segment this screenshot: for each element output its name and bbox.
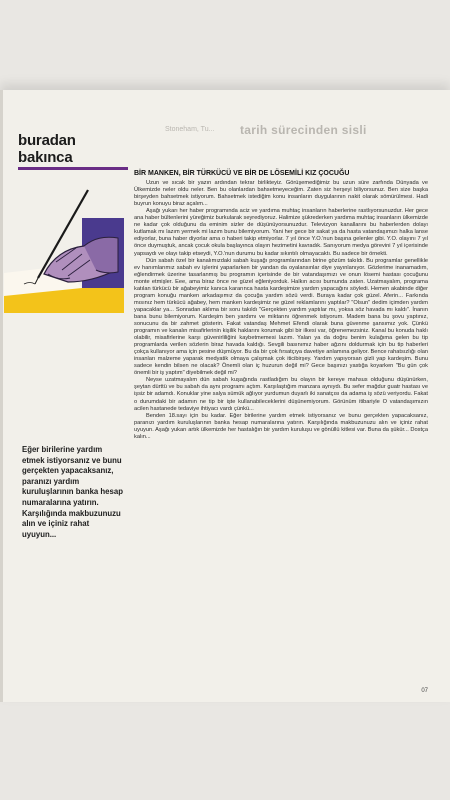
article-title: BİR MANKEN, BİR TÜRKÜCÜ VE BİR DE LÖSEMİLİ KIZ ÇOCUĞU — [134, 170, 350, 177]
pull-quote: Eğer birilerine yardım etmek istiyorsanız ve bunu gerçekten yapacaksanız, paranızı yardım kuruluşlarının banka hesap numaralarına yatırın. Karşılığında makbuzunuzu alın ve içiniz rahat uyuyun... — [22, 445, 123, 539]
article-paragraph: Aşağı yukarı her haber programında aciz ve yardıma muhtaç insanların haberlerine rastlıyorsunuzdur. Her gece ana haber bültenlerini yüreğimiz burkularak seyrediyoruz. Halimize şükrederken yardıma muhtaç insanların ülkemizde ne kadar çok olduğunu da eminim sizler de düşünüyorsunuzdur. Televizyon kanallarını bu haberlerden dolayı kutlamak mı lazım yermek mi lazım bunu bilemiyorum. Yani her gece bir sakat ya da hasta vatandaşımızı halka lanse ediyorlar, buna haber diyorlar ama o haberi takip etmiyorlar. 7 yıl önce Y.O.'nun başına gelenler gibi. Y.O. olayını 7 yıl önce duymuştuk, ancak çocuk okula başlayınca olayın hezimetini kavradık. Sanıyorum medya görevini 7 yıl içerisinde yapsaydı ve olayı takip etseydi, Y.O.'nun durumu bu kadar sıkıntılı olmayacaktı. Bu sadece bir örnekti. — [134, 208, 428, 257]
ghost-heading: tarih sürecinden sisli — [240, 123, 367, 137]
ghost-byline: Stoneham, Tu... — [165, 126, 215, 133]
article-paragraph: Neyse uzatmayalım dün sabah kuşağında rastladığım bu olayın bir kereye mahsus olduğunu düşünürken, şeytan dürttü ve bu sabah da aynı programı açtım. Karşılaştığım manzara aynıydı. Bu sefer mağdur guatr hastası ve işsiz bir adamdı. Konuklar yine salya sümük ağlıyor yurdumun duyarlı iki sanatçısı da adama iş sözü veriyordu. Fakat o durumdaki bir adamın ne tip bir işte kullanabileceklerini düşünemiyorum. Görünüm itibariyle O vatandaşımızın acilen hastanede tedaviye ihtiyacı vardı çünkü... — [134, 377, 428, 412]
page-number: 07 — [421, 688, 428, 694]
article-paragraph: Benden 18.sayı için bu kadar. Eğer birilerine yardım etmek istiyorsanız ve bunu gerçekten yapacaksanız, paranızı yardım kuruluşlarının banka hesap numaralarına yatırın. Karşılığında makbuzunuzu alın ve içiniz rahat uyuyun. Aşağı yukarı artık ülkemizde her hastalığın bir yardım kuruluşu ve gönüllü kitlesi var. Buna da şükür... Dostça kalın... — [134, 412, 428, 440]
article-body — [134, 170, 428, 441]
section-title: buradan bakınca — [18, 132, 128, 170]
magazine-page — [0, 90, 450, 702]
article-paragraph: Uzun ve sıcak bir yazın ardından tekrar birlikteyiz. Görüşemediğimiz bu uzun süre zarfında Dünyada ve Ülkemizde neler oldu neler. Ben bu olanlardan bahsetmeyeceğim. Zaten siz herşeyi biliyorsunuz. Ben size başka birşeyden bahsetmek istiyorum. Bahsetmek istediğim konu insanların duygularının nakit olarak sömürülmesi. Hadi buyrun konuyu biraz açalım... — [134, 180, 428, 208]
article-paragraph: Dün sabah özel bir kanalımızdaki sabah kuşağı programlarından birine gözüm takıldı. Bu programlar genellikle ev hanımlarımız sabah ev işlerini yaparlarken bir yandan da oyalansınlar diye yayınlanıyor. Gözlerime inanamadım, eğlendirmek üzerine tasarlanmış bu programın içerisinde de bir vatandaşımızı ve onun lösemi hastası çocuğunu monte etmişler. Eee, ama biraz önce ne güzel eğleniyorduk. Halkın acısı burnunda zaten. Uzatmayalım, programa katılan türkücü bir ağabeyimiz kanıca kararınca hasta kardeşimize yardım yapacağını söyledi. Hemen akabinde diğer program konuğu manken arkadaşımız da çocuğa yardım sözü verdi. Buraya kadar çok güzel. Aferin... Farkında mısınız hem türkücü ağabey, hem manken kardeşimiz ne güzel reklamlarını yaptılar? "Olsun" dedim içimden yardım yapacaklar ya... Sonradan aklıma bir soru takıldı "Gerçekten yardım yaptılar mı, yoksa söz havada mı kaldı". İnanın bana bunu bilemiyorum. Kardeşim ben yardımı ve miktarını öğrenmek istiyorum. Madem bana bu şovu yaptınız, sonucunu da bir zahmet gösterin. Fakat vatandaş Mehmet Efendi olarak buna güvenme şansımız yok. Çünkü programın ve kanalın misafirlerinin kişilik haklarını korumak gibi bir ilkesi var, öğrenemezsiniz. Kanal bu konuda haklı olabilir, misafirlerine karşı güvenirliliğini kaybetmemesi lazım. Yalan ya da doğru benim kulağıma gelen bu tip programlarda verilen sözlerin biraz havada kaldığı. Sevgili basınımız haber ağzını doldurmak için bu tip haberleri çokça kullanıyor ama için pesine düşmüyor. Bu da bir çok fırsatçıya davetiye anlamına geliyor. Bence rahatsızlığı olan insanları malzeme yaparak medyatik olmaya çalışmak çok iticibirşey. Yardım yapıyorsan gizli yap kardeşim. Bunu sadece kendin bilsen ne olacak? Önemli olan iç huzurun değil mi? Gece başınızı yastığa koyarken "Bu gün çok önemli bir iş yaptım" diyebilmek değil mi? — [134, 257, 428, 377]
page-spine-shadow — [0, 90, 3, 702]
hand-writing-with-pen-icon — [4, 178, 124, 313]
